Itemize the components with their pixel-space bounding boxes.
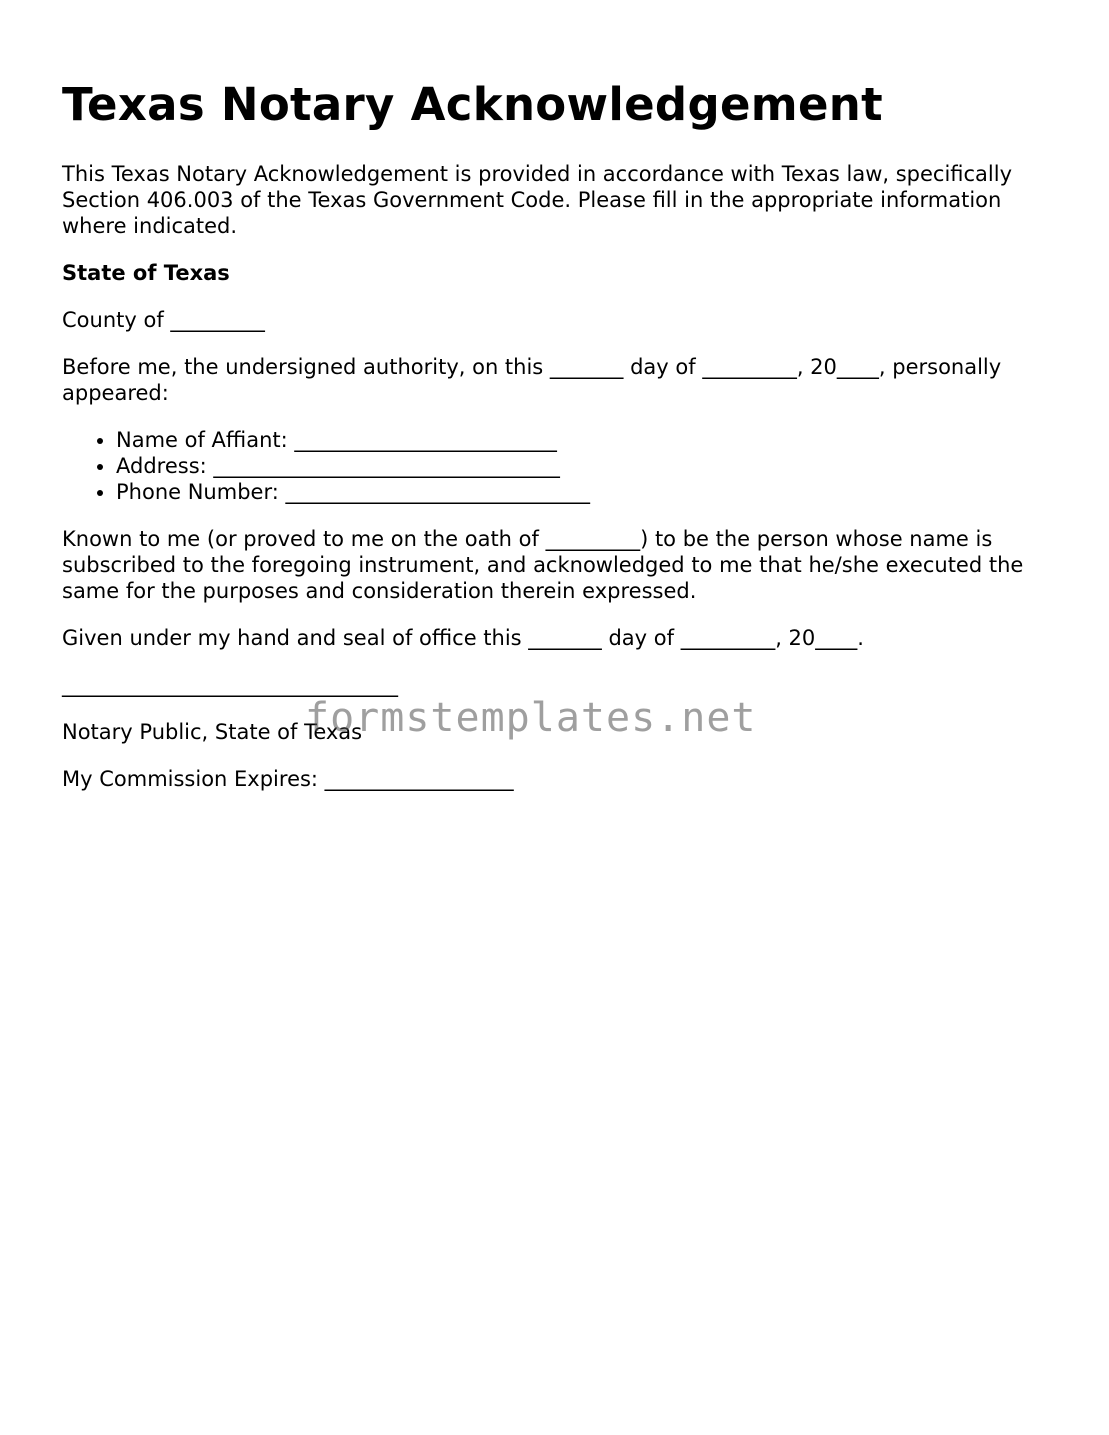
intro-paragraph: This Texas Notary Acknowledgement is provided in accordance with Texas law, specifically Section 406.003 of the Texas Government Code. Please fill in the appropriate information where indicated. xyxy=(62,162,1013,238)
list-item: • Address: _________________________________ xyxy=(116,453,1052,479)
commission-expires-line: My Commission Expires: __________________ xyxy=(62,767,514,791)
notary-label: Notary Public, State of Texas xyxy=(62,720,363,744)
known-to-me-paragraph: Known to me (or proved to me on the oath of _________) to be the person whose name is subscribed to the foregoing instrument, and acknowledged to me that he/she executed the same for the purposes and consideration therein expressed. xyxy=(62,527,1024,603)
before-me-paragraph: Before me, the undersigned authority, on this _______ day of _________, 20____, personally appeared: xyxy=(62,355,1002,405)
state-heading: State of Texas xyxy=(62,261,230,285)
affiant-fields-list xyxy=(62,427,1052,505)
document-page xyxy=(62,78,1052,792)
signature-line: ________________________________ xyxy=(62,673,398,697)
document-title: Texas Notary Acknowledgement xyxy=(62,78,883,131)
watermark-text: formstemplates.net xyxy=(305,695,757,741)
list-item: • Name of Affiant: _________________________ xyxy=(116,427,1052,453)
county-line: County of _________ xyxy=(62,308,265,332)
given-under-paragraph: Given under my hand and seal of office this _______ day of _________, 20____. xyxy=(62,626,864,650)
list-item: • Phone Number: _____________________________ xyxy=(116,479,1052,505)
